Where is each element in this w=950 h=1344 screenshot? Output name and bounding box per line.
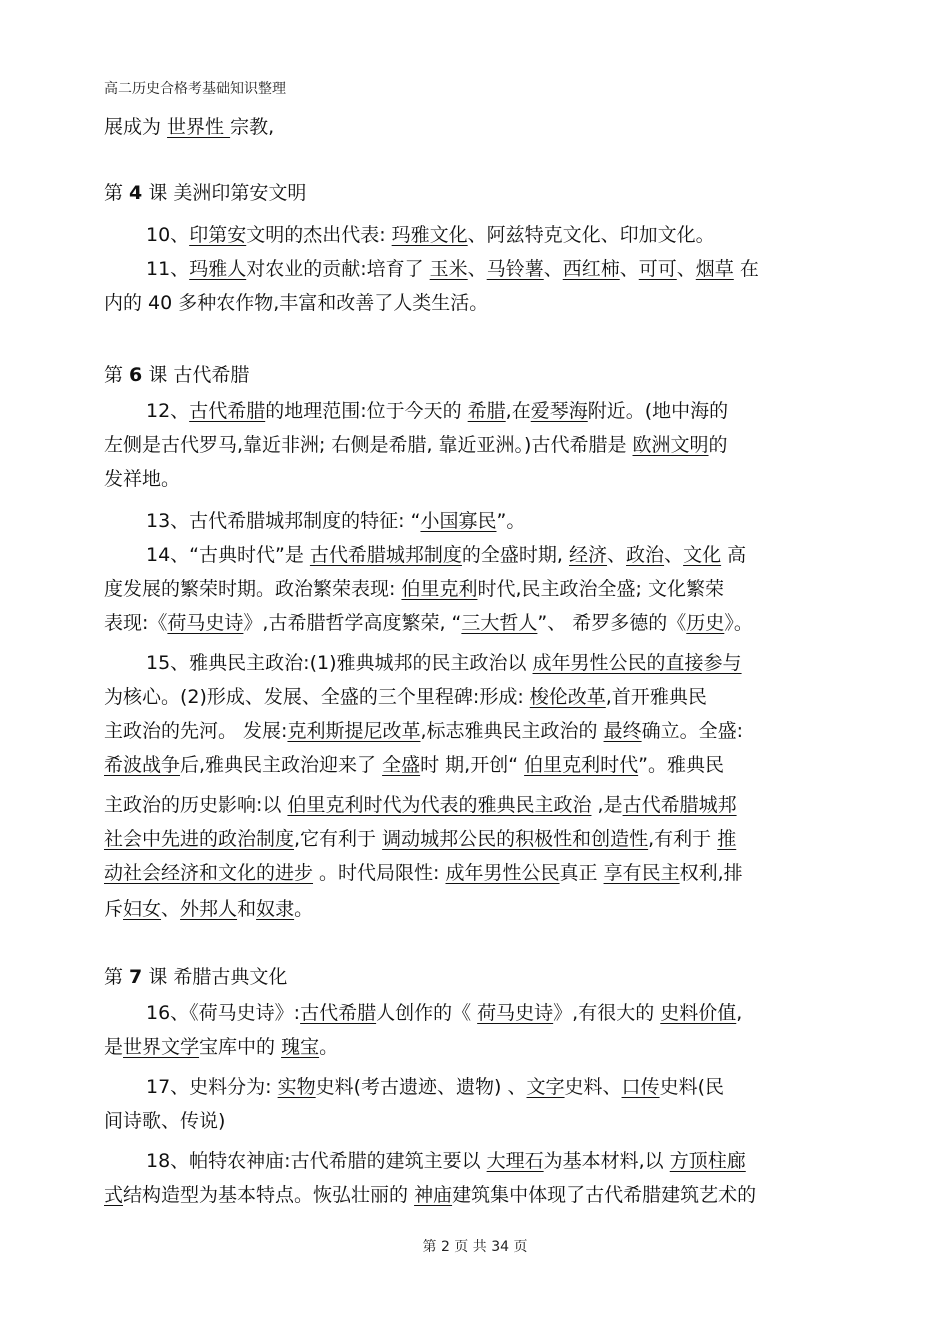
text-segment: 、 <box>619 258 639 280</box>
text-segment: 、 <box>607 544 627 566</box>
text-segment: 11、 <box>146 258 190 280</box>
text-segment: 在 <box>733 258 759 280</box>
text-segment: ,标志雅典民主政治的 <box>420 720 604 742</box>
blank-answer: 爱琴海 <box>530 400 588 422</box>
lesson-prefix: 第 <box>104 966 130 988</box>
text-segment: 、阿兹特克文化、印加文化。 <box>467 224 715 246</box>
blank-answer: 玛雅人 <box>189 258 247 280</box>
text-segment: 》,古希腊哲学高度繁荣, “ <box>243 612 462 634</box>
text-segment: 文明的杰出代表: <box>246 224 392 246</box>
text-segment: 、 <box>664 544 684 566</box>
blank-answer: 希波战争 <box>104 754 181 776</box>
blank-answer: 古代希腊 <box>189 400 266 422</box>
blank-answer: 动社会经济和文化的进步 <box>104 862 314 884</box>
text-segment: ”。雅典民 <box>638 754 724 776</box>
blank-answer: 奴隶 <box>256 898 295 920</box>
blank-answer: 社会中先进的政治制度 <box>104 828 295 850</box>
lesson-number: 4 <box>129 182 143 204</box>
blank-answer: 神庙 <box>414 1184 453 1206</box>
text-line <box>104 290 488 316</box>
text-segment: 》,有很大的 <box>553 1002 661 1024</box>
blank-answer: 马铃薯 <box>486 258 544 280</box>
blank-answer: 可可 <box>638 258 677 280</box>
text-segment: 。时代局限性: <box>313 862 446 884</box>
blank-answer: 文字 <box>526 1076 565 1098</box>
text-segment: 斥 <box>104 898 124 920</box>
text-segment: 史料(考古遗迹、遗物) 、 <box>315 1076 527 1098</box>
text-line <box>104 896 313 922</box>
text-segment: 史料(民 <box>659 1076 724 1098</box>
blank-answer: 全盛 <box>382 754 421 776</box>
text-segment: 、 <box>676 258 696 280</box>
text-segment: 15、雅典民主政治:(1)雅典城邦的民主政治以 <box>146 652 533 674</box>
blank-answer: 文化 <box>683 544 722 566</box>
lesson-title: 课 美洲印第安文明 <box>142 182 307 204</box>
lesson-number: 6 <box>129 364 143 386</box>
text-line <box>104 860 743 886</box>
lesson-title: 课 古代希腊 <box>142 364 250 386</box>
blank-answer: 印第安 <box>189 224 247 246</box>
text-line <box>146 542 746 568</box>
blank-answer: 方顶柱廊 <box>669 1150 746 1172</box>
text-line <box>146 1000 742 1026</box>
text-segment: 权利,排 <box>679 862 743 884</box>
text-segment: 。 <box>294 898 314 920</box>
text-line <box>146 1074 724 1100</box>
text-segment: 、 <box>161 898 181 920</box>
blank-answer: 式 <box>104 1184 124 1206</box>
text-segment: 间诗歌、传说) <box>104 1110 226 1132</box>
text-line <box>104 466 180 492</box>
lesson-title: 课 希腊古典文化 <box>142 966 288 988</box>
page-footer: 第 2 页 共 34 页 <box>422 1239 528 1255</box>
text-segment: 16、《荷马史诗》: <box>146 1002 301 1024</box>
text-segment: 18、帕特农神庙:古代希腊的建筑主要以 <box>146 1150 487 1172</box>
blank-answer: 世界文学 <box>123 1036 200 1058</box>
text-segment: 附近。(地中海的 <box>587 400 729 422</box>
text-segment: ”、 希罗多德的《 <box>537 612 687 634</box>
blank-answer: 外邦人 <box>180 898 238 920</box>
lesson-prefix: 第 <box>104 364 130 386</box>
text-line <box>104 1034 338 1060</box>
text-segment: ,在 <box>505 400 531 422</box>
blank-answer: 小国寡民 <box>420 510 497 532</box>
text-segment: 为核心。(2)形成、发展、全盛的三个里程碑:形成: <box>104 686 530 708</box>
text-segment: 史料、 <box>564 1076 622 1098</box>
lesson-heading <box>104 180 306 206</box>
text-line <box>146 256 759 282</box>
blank-answer: 荷马史诗 <box>477 1002 554 1024</box>
text-line <box>104 684 707 710</box>
blank-answer: 古代希腊 <box>300 1002 377 1024</box>
lesson-heading <box>104 362 249 388</box>
text-line <box>146 650 742 676</box>
text-segment: 》。 <box>724 612 753 634</box>
text-segment: 12、 <box>146 400 190 422</box>
text-line <box>104 1108 225 1134</box>
text-segment: 10、 <box>146 224 190 246</box>
text-segment: 高 <box>721 544 747 566</box>
blank-answer: 史料价值 <box>660 1002 737 1024</box>
text-line <box>146 1148 746 1174</box>
blank-answer: 伯里克利时代 <box>524 754 639 776</box>
blank-answer: 希腊 <box>467 400 506 422</box>
text-segment: 表现:《 <box>104 612 168 634</box>
text-segment: 结构造型为基本特点。恢弘壮丽的 <box>123 1184 415 1206</box>
blank-answer: 大理石 <box>486 1150 544 1172</box>
text-segment: 17、史料分为: <box>146 1076 278 1098</box>
text-line <box>104 752 724 778</box>
text-segment: 度发展的繁荣时期。政治繁荣表现: <box>104 578 402 600</box>
blank-answer: 西红柿 <box>562 258 620 280</box>
blank-answer: 梭伦改革 <box>529 686 606 708</box>
lesson-prefix: 第 <box>104 182 130 204</box>
blank-answer: 欧洲文明 <box>632 434 709 456</box>
text-segment: 为基本材料,以 <box>543 1150 670 1172</box>
text-segment: 宗教, <box>230 116 275 138</box>
text-segment: 时 期,开创“ <box>420 754 525 776</box>
text-segment: 14、“古典时代”是 <box>146 544 310 566</box>
lesson-number: 7 <box>129 966 143 988</box>
blank-answer: 玛雅文化 <box>391 224 468 246</box>
text-line <box>104 718 743 744</box>
text-line <box>104 826 736 852</box>
text-segment: 、 <box>467 258 487 280</box>
blank-answer: 古代希腊城邦 <box>622 794 737 816</box>
text-segment: ”。 <box>496 510 526 532</box>
text-line <box>146 398 728 424</box>
text-segment: 宝库中的 <box>199 1036 282 1058</box>
text-segment: , <box>736 1002 743 1024</box>
text-segment: 内的 40 多种农作物,丰富和改善了人类生活。 <box>104 292 489 314</box>
blank-answer: 口传 <box>621 1076 660 1098</box>
text-segment: 主政治的历史影响:以 <box>104 794 288 816</box>
text-segment: 和 <box>237 898 257 920</box>
text-segment: 发祥地。 <box>104 468 181 490</box>
blank-answer: 成年男性公民的直接参与 <box>532 652 742 674</box>
text-line <box>104 432 728 458</box>
text-segment: ,是 <box>591 794 623 816</box>
blank-answer: 伯里克利时代为代表的雅典民主政治 <box>287 794 592 816</box>
blank-answer: 伯里克利 <box>401 578 478 600</box>
text-line <box>104 1182 756 1208</box>
text-segment: 确立。全盛: <box>641 720 743 742</box>
text-segment: 是 <box>104 1036 124 1058</box>
blank-answer: 玉米 <box>429 258 468 280</box>
page-header: 高二历史合格考基础知识整理 <box>104 81 286 97</box>
blank-answer: 历史 <box>686 612 725 634</box>
text-segment: 。 <box>319 1036 339 1058</box>
blank-answer: 瑰宝 <box>281 1036 320 1058</box>
text-line <box>104 792 737 818</box>
text-segment: 时代,民主政治全盛; 文化繁荣 <box>477 578 724 600</box>
text-segment: 真正 <box>559 862 604 884</box>
text-segment: 的地理范围:位于今天的 <box>265 400 468 422</box>
blank-answer: 世界性 <box>167 116 231 138</box>
text-segment: 后,雅典民主政治迎来了 <box>180 754 383 776</box>
lesson-heading <box>104 964 287 990</box>
blank-answer: 经济 <box>569 544 608 566</box>
blank-answer: 荷马史诗 <box>167 612 244 634</box>
blank-answer: 最终 <box>603 720 642 742</box>
text-segment: 建筑集中体现了古代希腊建筑艺术的 <box>452 1184 757 1206</box>
text-line <box>146 222 715 248</box>
text-line <box>146 508 525 534</box>
text-segment: 、 <box>543 258 563 280</box>
blank-answer: 妇女 <box>123 898 162 920</box>
text-segment: ,首开雅典民 <box>605 686 707 708</box>
text-segment: 对农业的贡献:培育了 <box>246 258 430 280</box>
text-line <box>104 114 274 140</box>
text-segment: ,有利于 <box>648 828 718 850</box>
blank-answer: 古代希腊城邦制度 <box>309 544 462 566</box>
blank-answer: 烟草 <box>695 258 734 280</box>
text-segment: 主政治的先河。 发展: <box>104 720 288 742</box>
blank-answer: 调动城邦公民的积极性和创造性 <box>382 828 649 850</box>
blank-answer: 三大哲人 <box>461 612 538 634</box>
text-line <box>104 610 753 636</box>
text-segment: 的 <box>708 434 728 456</box>
blank-answer: 政治 <box>626 544 665 566</box>
text-segment: 左侧是古代罗马,靠近非洲; 右侧是希腊, 靠近亚洲。)古代希腊是 <box>104 434 633 456</box>
blank-answer: 克利斯提尼改革 <box>287 720 421 742</box>
text-segment: 的全盛时期, <box>461 544 570 566</box>
text-segment: 人创作的《 <box>376 1002 478 1024</box>
text-segment: ,它有利于 <box>294 828 383 850</box>
text-segment: 展成为 <box>104 116 168 138</box>
blank-answer: 享有民主 <box>603 862 680 884</box>
text-line <box>104 576 724 602</box>
blank-answer: 推 <box>717 828 737 850</box>
blank-answer: 成年男性公民 <box>445 862 560 884</box>
blank-answer: 实物 <box>277 1076 316 1098</box>
text-segment: 13、古代希腊城邦制度的特征: “ <box>146 510 421 532</box>
